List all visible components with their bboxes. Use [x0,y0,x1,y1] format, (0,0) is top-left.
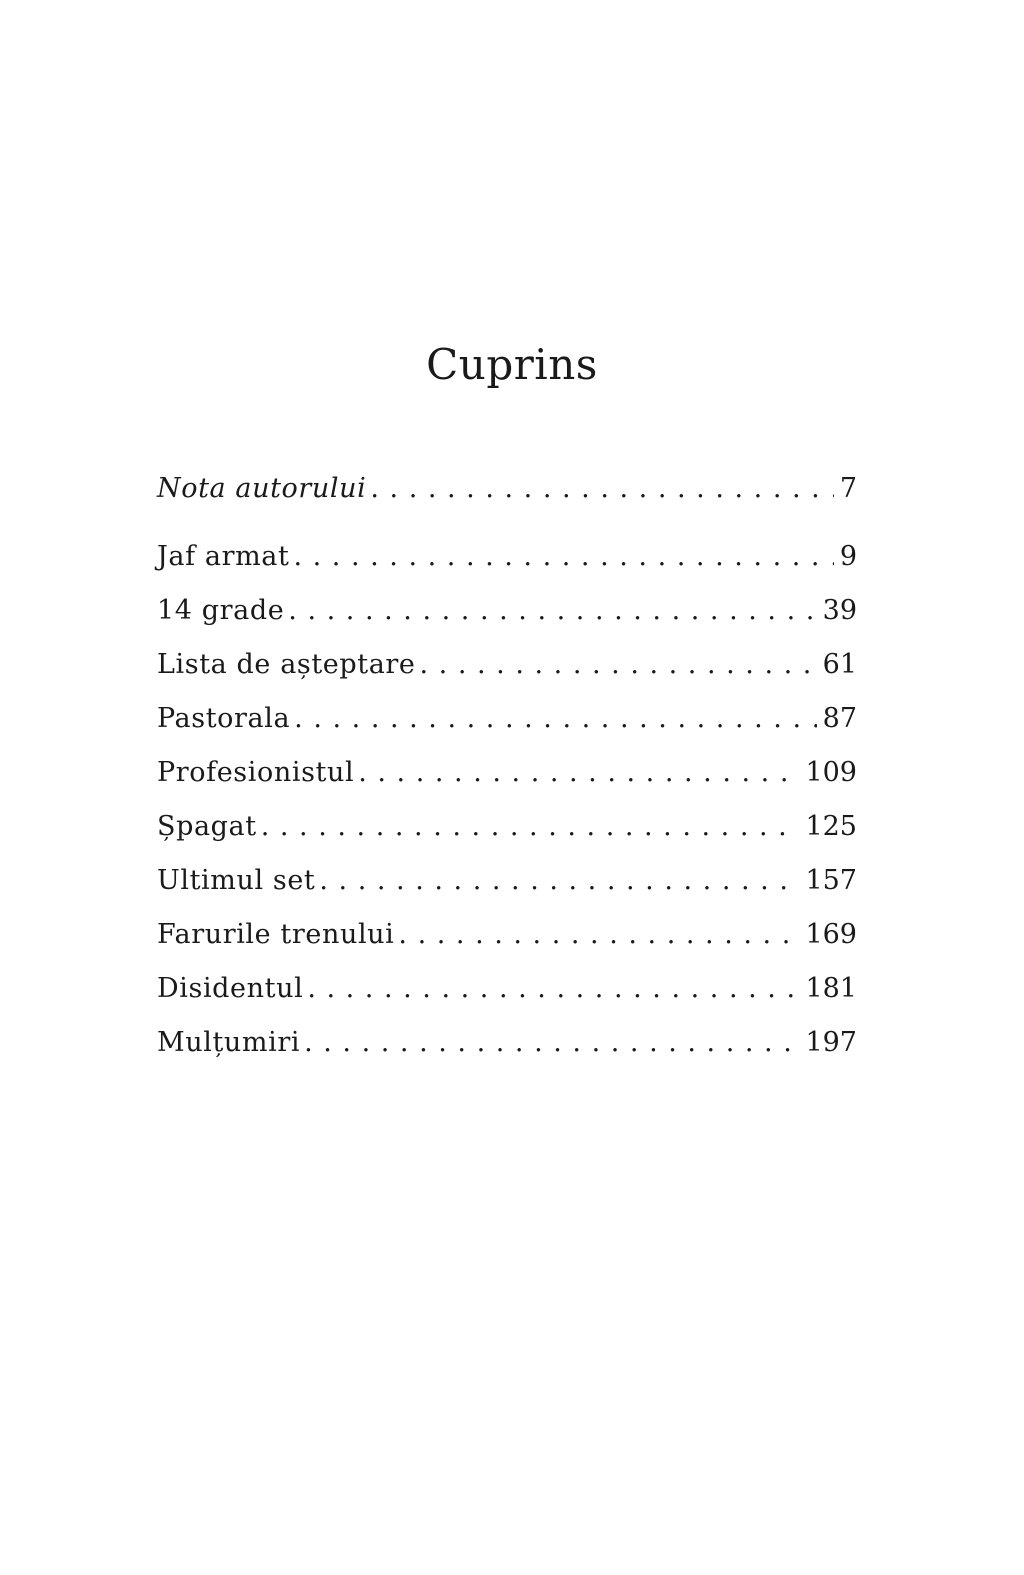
toc-entry-nota-autorului[interactable] [157,472,857,526]
toc-entry-page-number: 125 [805,811,857,842]
toc-entry-label: 14 grade [157,595,285,626]
toc-entry-lista-de-asteptare[interactable] [157,648,857,702]
toc-entry-label: Jaf armat [157,541,290,572]
table-of-contents [157,472,857,1080]
toc-entry-multumiri[interactable] [157,1026,857,1080]
toc-entry-page-number: 181 [805,973,857,1004]
dot-leader [420,648,817,682]
toc-entry-label: Lista de așteptare [157,649,416,680]
toc-entry-label: Șpagat [157,811,257,842]
toc-entry-spagat[interactable] [157,810,857,864]
dot-leader [288,594,816,628]
dot-leader [293,540,833,574]
page-title: Cuprins [426,340,598,389]
toc-entry-page-number: 157 [805,865,857,896]
toc-entry-14-grade[interactable] [157,594,857,648]
toc-entry-ultimul-set[interactable] [157,864,857,918]
toc-entry-label: Profesionistul [157,757,355,788]
dot-leader [358,756,799,790]
toc-entry-jaf-armat[interactable] [157,540,857,594]
toc-entry-label: Disidentul [157,973,304,1004]
toc-entry-page-number: 87 [822,703,857,734]
toc-entry-profesionistul[interactable] [157,756,857,810]
toc-entry-label: Ultimul set [157,865,316,896]
toc-entry-disidentul[interactable] [157,972,857,1026]
toc-entry-label: Mulțumiri [157,1027,301,1058]
dot-leader [307,972,799,1006]
toc-entry-label: Farurile trenului [157,919,395,950]
toc-entry-page-number: 9 [839,541,857,572]
dot-leader [319,864,799,898]
toc-entry-label: Pastorala [157,703,291,734]
dot-leader [261,810,800,844]
toc-entry-pastorala[interactable] [157,702,857,756]
dot-leader [370,472,833,506]
toc-entry-farurile-trenului[interactable] [157,918,857,972]
toc-entry-page-number: 7 [839,473,857,504]
dot-leader [304,1026,799,1060]
toc-entry-page-number: 169 [805,919,857,950]
dot-leader [294,702,816,736]
dot-leader [398,918,799,952]
toc-entry-page-number: 39 [822,595,857,626]
toc-entry-page-number: 197 [805,1027,857,1058]
toc-entry-label: Nota autorului [157,473,367,504]
toc-entry-page-number: 61 [822,649,857,680]
toc-entry-page-number: 109 [805,757,857,788]
